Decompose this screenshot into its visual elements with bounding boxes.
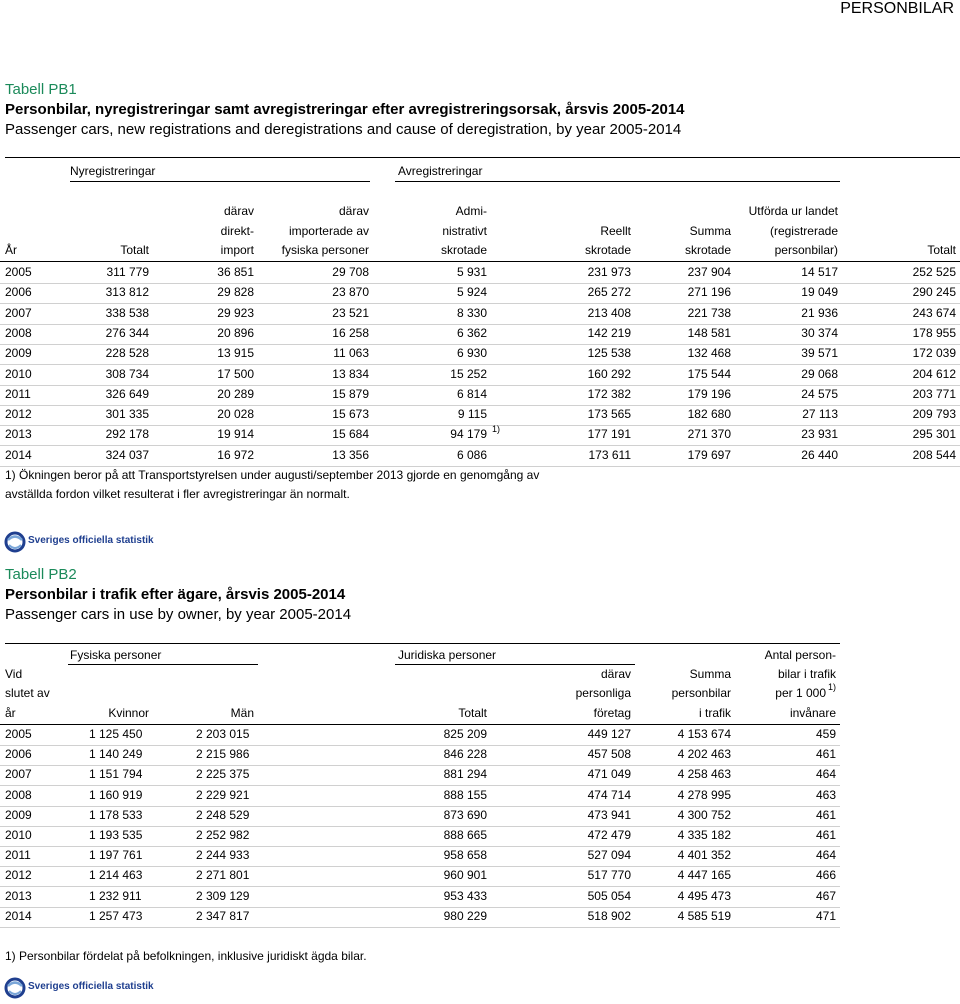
pb2-cell: 473 941	[587, 808, 631, 822]
pb1-row-year: 2011	[5, 387, 31, 401]
pb1-cell: 15 252	[450, 367, 487, 381]
pb2-cell: 825 209	[443, 727, 487, 741]
pb2-cell: 2 252 982	[196, 828, 250, 842]
pb2-cell: 2 215 986	[196, 747, 250, 761]
pb2-cell: 888 155	[443, 788, 487, 802]
pb1-cell: 15 684	[332, 427, 369, 441]
pb1-column-header: Totalt	[120, 243, 149, 257]
pb1-cell: 27 113	[802, 407, 838, 421]
pb2-cell: 474 714	[587, 788, 631, 802]
pb1-cell: 271 196	[687, 285, 731, 299]
pb2-cell: 461	[815, 747, 836, 761]
pb1-gridline	[0, 303, 960, 304]
pb1-footnote-marker: 1)	[492, 424, 501, 434]
pb2-gridline	[0, 846, 840, 847]
pb2-column-header: företag	[593, 706, 631, 720]
pb1-nyreg-rule	[70, 181, 370, 182]
pb1-group-nyreg: Nyregistreringar	[70, 164, 156, 178]
pb2-cell: 4 202 463	[677, 747, 731, 761]
pb1-cell: 20 896	[217, 326, 254, 340]
pb2-cell: 449 127	[587, 727, 631, 741]
pb1-cell: 301 335	[105, 407, 149, 421]
pb1-row-year: 2006	[5, 285, 32, 299]
pb2-cell: 2 244 933	[196, 848, 250, 862]
pb2-gridline	[0, 745, 840, 746]
pb2-cell: 4 258 463	[677, 767, 731, 781]
pb1-column-header: (registrerade	[769, 224, 838, 238]
pb1-cell: 23 870	[332, 285, 369, 299]
pb1-cell: 265 272	[587, 285, 631, 299]
pb2-cell: 2 203 015	[196, 727, 250, 741]
pb1-gridline	[0, 364, 960, 365]
pb2-gridline	[0, 826, 840, 827]
pb1-row-year: 2010	[5, 367, 32, 381]
pb1-row-year: 2013	[5, 427, 32, 441]
pb2-cell: 2 347 817	[196, 909, 250, 923]
pb1-cell: 21 936	[801, 306, 838, 320]
pb1-column-header: därav	[338, 204, 369, 218]
pb1-row-year: 2014	[5, 448, 32, 462]
pb1-cell: 271 370	[687, 427, 731, 441]
pb2-column-header: Män	[230, 706, 254, 720]
pb2-cell: 1 140 249	[89, 747, 143, 761]
pb1-cell: 326 649	[105, 387, 149, 401]
pb2-cell: 471	[815, 909, 836, 923]
pb1-column-header: Summa	[689, 224, 731, 238]
pb2-cell: 466	[815, 868, 836, 882]
pb1-cell: 173 565	[587, 407, 631, 421]
pb1-cell: 29 923	[217, 306, 254, 320]
pb2-column-header: Antal person-	[764, 648, 836, 662]
pb1-gridline	[0, 385, 960, 386]
pb1-cell: 39 571	[801, 346, 838, 360]
pb1-column-header: nistrativt	[442, 224, 487, 238]
pb2-cell: 1 151 794	[89, 767, 143, 781]
pb1-cell: 20 028	[217, 407, 254, 421]
pb1-cell: 29 068	[801, 367, 838, 381]
pb1-cell: 6 930	[456, 346, 487, 360]
pb2-cell: 953 433	[443, 889, 487, 903]
pb1-cell: 311 779	[106, 265, 149, 279]
pb2-cell: 881 294	[443, 767, 487, 781]
pb1-column-header: Admi-	[455, 204, 487, 218]
pb2-gridline	[0, 785, 840, 786]
pb2-column-header: invånare	[789, 706, 836, 720]
pb2-cell: 2 271 801	[196, 868, 250, 882]
pb1-column-header: import	[220, 243, 254, 257]
pb1-cell: 142 219	[587, 326, 631, 340]
pb1-column-header: personbilar)	[774, 243, 838, 257]
pb1-gridline	[0, 324, 960, 325]
pb2-cell: 461	[815, 808, 836, 822]
pb2-cell: 873 690	[443, 808, 487, 822]
pb2-column-header: Totalt	[458, 706, 487, 720]
pb1-gridline	[0, 405, 960, 406]
pb1-cell: 24 575	[801, 387, 838, 401]
pb2-row-year: 2005	[5, 727, 32, 741]
pb1-column-header: fysiska personer	[281, 243, 369, 257]
pb1-row-year: 2008	[5, 326, 32, 340]
pb2-cell: 960 901	[443, 868, 487, 882]
pb1-cell: 203 771	[912, 387, 956, 401]
pb1-cell: 175 544	[687, 367, 731, 381]
pb1-column-header: Reellt	[600, 224, 631, 238]
sos-logo-bottom	[4, 977, 154, 1004]
pb1-cell: 292 178	[105, 427, 149, 441]
pb2-cell: 1 257 473	[89, 909, 143, 923]
pb2-column-header: personliga	[575, 686, 631, 700]
pb2-cell: 517 770	[587, 868, 631, 882]
pb1-cell: 125 538	[587, 346, 631, 360]
pb2-group-fysiska: Fysiska personer	[70, 648, 162, 662]
pb2-row-year: 2008	[5, 788, 32, 802]
sos-logo-bottom-text: Sveriges officiella statistik	[28, 981, 154, 992]
pb1-cell: 29 828	[217, 285, 254, 299]
pb1-cell: 290 245	[912, 285, 956, 299]
pb2-cell: 4 495 473	[677, 889, 731, 903]
pb2-cell: 1 178 533	[89, 808, 143, 822]
pb2-cell: 464	[815, 767, 836, 781]
pb1-gridline	[0, 425, 960, 426]
pb1-cell: 13 356	[332, 448, 369, 462]
pb2-juridiska-rule	[395, 664, 635, 665]
pb1-cell: 23 521	[332, 306, 369, 320]
pb2-cell: 2 225 375	[196, 767, 250, 781]
pb2-gridline	[0, 765, 840, 766]
pb1-cell: 179 196	[687, 387, 731, 401]
pb2-fysiska-rule	[68, 664, 258, 665]
pb2-cell: 4 153 674	[677, 727, 731, 741]
pb1-row-year: 2005	[5, 265, 32, 279]
page-header: PERSONBILAR	[840, 0, 954, 17]
pb2-cell: 1 232 911	[89, 889, 142, 903]
pb2-column-header: bilar i trafik	[777, 667, 836, 681]
pb2-column-header: därav	[600, 667, 631, 681]
pb1-column-header: därav	[223, 204, 254, 218]
pb1-cell: 182 680	[687, 407, 731, 421]
pb2-cell: 4 585 519	[677, 909, 731, 923]
pb2-cell: 2 248 529	[196, 808, 250, 822]
pb2-title-en: Passenger cars in use by owner, by year 2005-2014	[5, 606, 352, 623]
pb2-cell: 4 335 182	[677, 828, 731, 842]
pb2-cell: 472 479	[587, 828, 631, 842]
pb1-cell: 228 528	[105, 346, 149, 360]
pb2-row-year: 2009	[5, 808, 32, 822]
pb2-cell: 464	[815, 848, 836, 862]
pb1-cell: 213 408	[587, 306, 631, 320]
pb1-cell: 20 289	[217, 387, 254, 401]
pb1-column-header: skrotade	[440, 243, 487, 257]
pb1-cell: 308 734	[105, 367, 149, 381]
pb1-cell: 177 191	[587, 427, 631, 441]
pb1-cell: 204 612	[912, 367, 956, 381]
pb2-cell: 1 197 761	[89, 848, 143, 862]
pb2-row-year: 2011	[5, 848, 31, 862]
pb1-cell: 16 972	[217, 448, 254, 462]
sos-logo-text: Sveriges officiella statistik	[28, 535, 154, 546]
pb2-top-rule	[5, 643, 840, 644]
pb1-title-sv: Personbilar, nyregistreringar samt avregistreringar efter avregistreringsorsak, årsvis 2005-2014	[5, 101, 685, 118]
pb1-cell: 9 115	[457, 407, 487, 421]
pb2-column-header: personbilar	[671, 686, 731, 700]
pb1-cell: 6 086	[456, 448, 487, 462]
pb2-cell: 980 229	[443, 909, 487, 923]
pb1-cell: 13 915	[217, 346, 254, 360]
pb1-gridline	[0, 445, 960, 446]
pb1-column-header: Utförda ur landet	[748, 204, 838, 218]
pb2-column-header: slutet av	[5, 686, 50, 700]
pb2-cell: 457 508	[587, 747, 631, 761]
pb1-cell: 94 179	[450, 427, 487, 441]
pb1-column-header: importerade av	[288, 224, 369, 238]
pb1-cell: 221 738	[687, 306, 731, 320]
pb1-column-header: År	[5, 243, 17, 257]
pb2-cell: 846 228	[443, 747, 487, 761]
pb2-gridline	[0, 927, 840, 928]
pb1-cell: 132 468	[687, 346, 731, 360]
pb1-cell: 243 674	[912, 306, 956, 320]
pb1-cell: 19 049	[801, 285, 838, 299]
pb2-cell: 1 160 919	[89, 788, 143, 802]
pb2-cell: 2 309 129	[196, 889, 250, 903]
pb1-cell: 6 814	[456, 387, 487, 401]
pb1-cell: 15 673	[332, 407, 369, 421]
pb1-column-header: direkt-	[220, 224, 254, 238]
pb2-title-sv: Personbilar i trafik efter ägare, årsvis 2005-2014	[5, 586, 346, 603]
pb1-title-en: Passenger cars, new registrations and deregistrations and cause of deregistration, by year 2005-2014	[5, 121, 682, 138]
pb2-column-header: Summa	[689, 667, 731, 681]
pb2-cell: 518 902	[587, 909, 631, 923]
pb1-cell: 313 812	[105, 285, 149, 299]
pb2-cell: 459	[815, 727, 836, 741]
pb2-cell: 1 193 535	[89, 828, 143, 842]
pb2-cell: 463	[815, 788, 836, 802]
pb1-column-header: skrotade	[584, 243, 631, 257]
pb2-cell: 505 054	[587, 889, 631, 903]
pb2-gridline	[0, 886, 840, 887]
pb1-cell: 36 851	[217, 265, 254, 279]
pb1-footnote-1: 1) Ökningen beror på att Transportstyrelsen under augusti/september 2013 gjorde en genomgång av	[5, 468, 540, 482]
pb2-cell: 4 300 752	[677, 808, 731, 822]
pb2-cell: 4 278 995	[677, 788, 731, 802]
pb1-cell: 30 374	[801, 326, 838, 340]
pb2-row-year: 2014	[5, 909, 32, 923]
pb2-column-header: år	[5, 706, 16, 720]
pb1-cell: 26 440	[801, 448, 838, 462]
pb1-header-rule	[0, 261, 960, 262]
pb1-cell: 15 879	[332, 387, 369, 401]
pb2-cell: 4 401 352	[677, 848, 731, 862]
pb1-top-rule	[5, 157, 960, 158]
pb1-cell: 13 834	[332, 367, 369, 381]
pb1-cell: 17 500	[217, 367, 254, 381]
pb1-gridline	[0, 466, 960, 467]
pb2-gridline	[0, 806, 840, 807]
pb1-group-avreg: Avregistreringar	[398, 164, 483, 178]
pb1-footnote-2: avställda fordon vilket resulterat i fler avregistreringar än normalt.	[5, 487, 350, 501]
pb1-cell: 172 039	[912, 346, 956, 360]
pb1-cell: 29 708	[332, 265, 369, 279]
pb1-column-header: skrotade	[684, 243, 731, 257]
pb2-row-year: 2007	[5, 767, 32, 781]
pb1-cell: 19 914	[217, 427, 254, 441]
pb2-column-header: i trafik	[698, 706, 731, 720]
pb1-cell: 208 544	[912, 448, 956, 462]
pb2-row-year: 2010	[5, 828, 32, 842]
pb1-row-year: 2009	[5, 346, 32, 360]
pb1-gridline	[0, 283, 960, 284]
pb1-gridline	[0, 344, 960, 345]
pb1-row-year: 2012	[5, 407, 32, 421]
pb2-row-year: 2012	[5, 868, 32, 882]
pb1-cell: 8 330	[456, 306, 487, 320]
pb2-cell: 461	[815, 828, 836, 842]
pb2-cell: 4 447 165	[677, 868, 731, 882]
pb2-row-year: 2006	[5, 747, 32, 761]
pb2-cell: 467	[815, 889, 836, 903]
pb1-cell: 209 793	[912, 407, 956, 421]
pb1-row-year: 2007	[5, 306, 32, 320]
pb1-cell: 276 344	[105, 326, 149, 340]
pb2-header-marker: 1)	[828, 682, 837, 692]
pb1-cell: 173 611	[588, 448, 631, 462]
pb2-cell: 527 094	[587, 848, 631, 862]
pb2-gridline	[0, 866, 840, 867]
pb2-footnote: 1) Personbilar fördelat på befolkningen, inklusive juridiskt ägda bilar.	[5, 949, 367, 963]
pb2-cell: 888 665	[443, 828, 487, 842]
pb2-group-juridiska: Juridiska personer	[398, 648, 497, 662]
pb1-cell: 172 382	[587, 387, 631, 401]
pb1-avreg-rule	[395, 181, 840, 182]
pb1-cell: 252 525	[912, 265, 956, 279]
pb1-cell: 295 301	[912, 427, 956, 441]
pb2-column-header: Vid	[5, 667, 23, 681]
pb2-header-rule	[0, 724, 840, 725]
pb1-column-header: Totalt	[927, 243, 956, 257]
pb2-row-year: 2013	[5, 889, 32, 903]
pb1-cell: 23 931	[801, 427, 838, 441]
pb2-column-header: per 1 000	[775, 686, 826, 700]
pb1-cell: 6 362	[456, 326, 487, 340]
pb1-cell: 11 063	[333, 346, 369, 360]
pb1-cell: 178 955	[912, 326, 956, 340]
pb1-cell: 324 037	[105, 448, 149, 462]
pb2-cell: 958 658	[443, 848, 487, 862]
sos-logo	[4, 531, 154, 558]
pb2-gridline	[0, 907, 840, 908]
pb2-cell: 1 125 450	[89, 727, 143, 741]
pb2-column-header: Kvinnor	[108, 706, 149, 720]
pb1-cell: 338 538	[105, 306, 149, 320]
pb1-cell: 5 924	[456, 285, 487, 299]
pb2-cell: 471 049	[587, 767, 631, 781]
pb2-cell: 1 214 463	[89, 868, 143, 882]
pb2-label: Tabell PB2	[5, 566, 77, 583]
pb2-cell: 2 229 921	[196, 788, 250, 802]
pb1-cell: 231 973	[587, 265, 631, 279]
pb1-cell: 14 517	[801, 265, 838, 279]
pb1-label: Tabell PB1	[5, 81, 77, 98]
pb1-cell: 148 581	[687, 326, 731, 340]
pb1-cell: 5 931	[456, 265, 487, 279]
pb1-cell: 179 697	[687, 448, 731, 462]
pb1-cell: 160 292	[587, 367, 631, 381]
pb1-cell: 237 904	[687, 265, 731, 279]
pb1-cell: 16 258	[332, 326, 369, 340]
